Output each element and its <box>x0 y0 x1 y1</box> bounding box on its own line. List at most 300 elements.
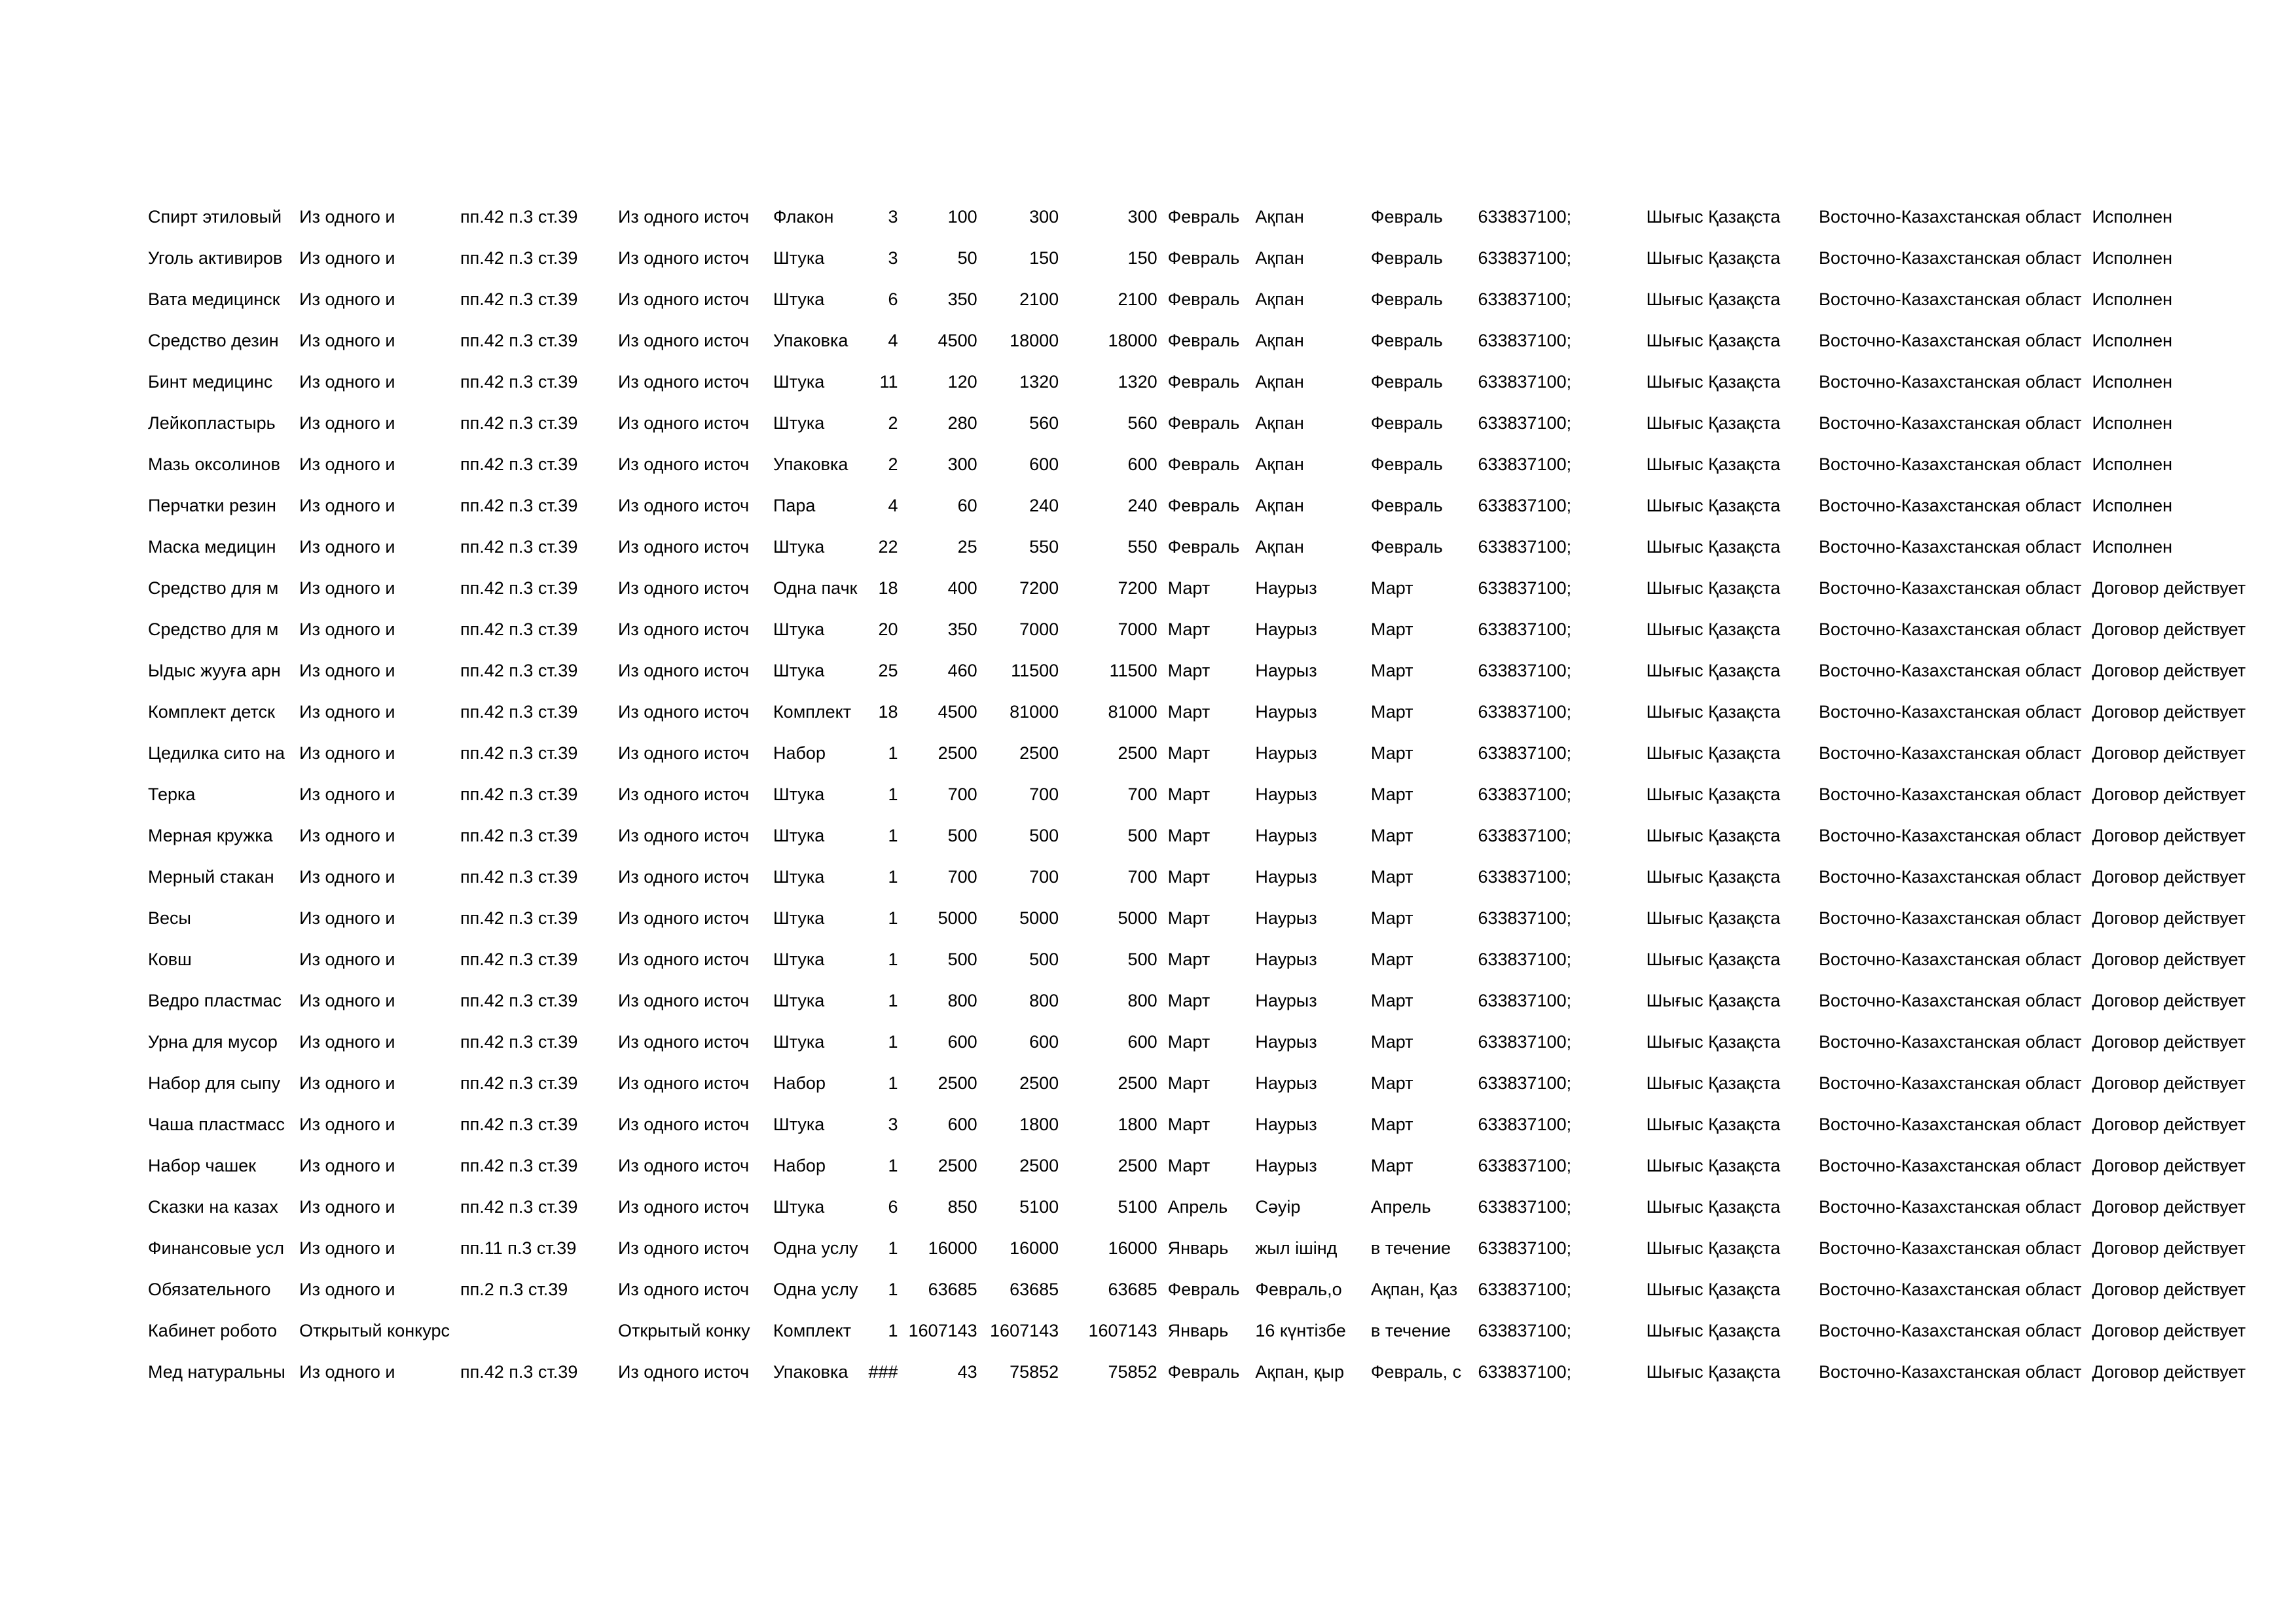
cell-method_full[interactable]: Из одного источ <box>617 207 750 227</box>
cell-unit[interactable]: Штука <box>773 950 825 969</box>
cell-semicolon[interactable] <box>1606 1145 1641 1187</box>
cell-month_ru2[interactable]: Февраль <box>1370 537 1443 557</box>
cell-unit[interactable]: Упаковка <box>773 454 848 474</box>
cell-method_full[interactable]: Из одного источ <box>617 537 750 557</box>
cell-status[interactable]: Исполнен <box>2092 207 2173 227</box>
cell-basis[interactable]: пп.42 п.3 ст.39 <box>460 207 578 227</box>
table-row[interactable] <box>143 650 2296 692</box>
cell-price[interactable]: 700 <box>947 784 977 804</box>
cell-status[interactable]: Договор действует <box>2092 950 2246 969</box>
cell-unit[interactable]: Пара <box>773 496 816 515</box>
cell-sum[interactable]: 5100 <box>1019 1197 1059 1217</box>
cell-code[interactable]: 633837100; <box>1478 1073 1572 1093</box>
cell-total[interactable]: 700 <box>1127 784 1157 804</box>
cell-name[interactable]: Кабинет робото <box>148 1321 278 1340</box>
cell-region_ru[interactable]: Восточно-Казахстанская област <box>1819 537 2082 557</box>
cell-name[interactable]: Вата медицинск <box>148 289 280 309</box>
cell-month_kk[interactable]: Ақпан <box>1255 207 1304 227</box>
cell-total[interactable]: 5000 <box>1118 908 1157 928</box>
cell-basis[interactable]: пп.42 п.3 ст.39 <box>460 496 578 515</box>
cell-status[interactable]: Договор действует <box>2092 661 2246 680</box>
cell-qty[interactable]: 1 <box>888 1280 898 1299</box>
cell-region_ru[interactable]: Восточно-Казахстанская област <box>1819 1073 2082 1093</box>
cell-semicolon[interactable] <box>1606 898 1641 939</box>
cell-method_short[interactable]: Из одного и <box>299 1362 395 1382</box>
cell-unit[interactable]: Одна пачк <box>773 578 858 598</box>
cell-method_short[interactable]: Из одного и <box>299 1238 395 1258</box>
cell-region_kk[interactable]: Шығыс Қазақста <box>1646 248 1781 268</box>
cell-total[interactable]: 2500 <box>1118 1156 1157 1175</box>
cell-semicolon[interactable] <box>1606 568 1641 609</box>
cell-basis[interactable]: пп.42 п.3 ст.39 <box>460 784 578 804</box>
cell-month_ru[interactable]: Март <box>1167 743 1211 763</box>
cell-code[interactable]: 633837100; <box>1478 1197 1572 1217</box>
cell-month_ru2[interactable]: Февраль <box>1370 454 1443 474</box>
cell-semicolon[interactable] <box>1606 1352 1641 1393</box>
cell-month_ru2[interactable]: Март <box>1370 619 1413 639</box>
cell-semicolon[interactable] <box>1606 815 1641 857</box>
table-row[interactable] <box>143 403 2296 444</box>
cell-qty[interactable]: 1 <box>888 1032 898 1052</box>
table-row[interactable] <box>143 196 2296 238</box>
cell-region_kk[interactable]: Шығыс Қазақста <box>1646 702 1781 722</box>
cell-method_full[interactable]: Из одного источ <box>617 578 750 598</box>
cell-month_ru[interactable]: Март <box>1167 908 1211 928</box>
cell-qty[interactable]: 20 <box>878 619 898 639</box>
table-row[interactable] <box>143 815 2296 857</box>
cell-month_kk[interactable]: Наурыз <box>1255 991 1317 1010</box>
cell-month_ru2[interactable]: Март <box>1370 661 1413 680</box>
table-row[interactable] <box>143 1187 2296 1228</box>
cell-method_short[interactable]: Из одного и <box>299 207 395 227</box>
cell-qty[interactable]: 6 <box>888 289 898 309</box>
cell-month_ru[interactable]: Февраль <box>1167 537 1240 557</box>
cell-basis[interactable]: пп.42 п.3 ст.39 <box>460 826 578 845</box>
cell-region_kk[interactable]: Шығыс Қазақста <box>1646 1321 1781 1340</box>
cell-method_short[interactable]: Из одного и <box>299 743 395 763</box>
cell-month_kk[interactable]: Наурыз <box>1255 1156 1317 1175</box>
cell-method_short[interactable]: Из одного и <box>299 578 395 598</box>
cell-method_full[interactable]: Из одного источ <box>617 784 750 804</box>
cell-name[interactable]: Средство дезин <box>148 331 279 350</box>
cell-method_short[interactable]: Из одного и <box>299 702 395 722</box>
cell-price[interactable]: 280 <box>947 413 977 433</box>
cell-region_kk[interactable]: Шығыс Қазақста <box>1646 661 1781 680</box>
cell-sum[interactable]: 560 <box>1029 413 1059 433</box>
cell-semicolon[interactable] <box>1606 774 1641 815</box>
cell-code[interactable]: 633837100; <box>1478 784 1572 804</box>
cell-status[interactable]: Договор действует <box>2092 826 2246 845</box>
cell-total[interactable]: 2500 <box>1118 1073 1157 1093</box>
cell-month_kk[interactable]: 16 күнтізбе <box>1255 1321 1346 1340</box>
cell-region_kk[interactable]: Шығыс Қазақста <box>1646 1362 1781 1382</box>
cell-sum[interactable]: 240 <box>1029 496 1059 515</box>
cell-month_kk[interactable]: Сәуір <box>1255 1197 1301 1217</box>
table-row[interactable] <box>143 1022 2296 1063</box>
cell-total[interactable]: 500 <box>1127 950 1157 969</box>
cell-month_ru[interactable]: Февраль <box>1167 207 1240 227</box>
cell-region_ru[interactable]: Восточно-Казахстанская област <box>1819 372 2082 392</box>
cell-price[interactable]: 120 <box>947 372 977 392</box>
cell-status[interactable]: Договор действует <box>2092 1156 2246 1175</box>
cell-month_ru2[interactable]: Февраль <box>1370 289 1443 309</box>
cell-basis[interactable]: пп.42 п.3 ст.39 <box>460 1032 578 1052</box>
cell-qty[interactable]: 1 <box>888 950 898 969</box>
cell-sum[interactable]: 500 <box>1029 826 1059 845</box>
cell-status[interactable]: Договор действует <box>2092 1321 2246 1340</box>
cell-basis[interactable]: пп.42 п.3 ст.39 <box>460 1156 578 1175</box>
cell-method_short[interactable]: Из одного и <box>299 331 395 350</box>
cell-month_ru2[interactable]: Март <box>1370 578 1413 598</box>
cell-name[interactable]: Комплект детск <box>148 702 275 722</box>
cell-month_ru[interactable]: Февраль <box>1167 496 1240 515</box>
cell-total[interactable]: 1607143 <box>1088 1321 1157 1340</box>
cell-sum[interactable]: 7000 <box>1019 619 1059 639</box>
table-row[interactable] <box>143 279 2296 320</box>
cell-month_kk[interactable]: Наурыз <box>1255 743 1317 763</box>
cell-unit[interactable]: Упаковка <box>773 331 848 350</box>
cell-month_kk[interactable]: Ақпан <box>1255 331 1304 350</box>
cell-method_short[interactable]: Из одного и <box>299 908 395 928</box>
cell-total[interactable]: 600 <box>1127 1032 1157 1052</box>
cell-unit[interactable]: Штука <box>773 867 825 887</box>
cell-name[interactable]: Лейкопластырь <box>148 413 276 433</box>
cell-method_full[interactable]: Из одного источ <box>617 1238 750 1258</box>
cell-sum[interactable]: 300 <box>1029 207 1059 227</box>
cell-month_ru[interactable]: Март <box>1167 991 1211 1010</box>
cell-month_ru[interactable]: Февраль <box>1167 1362 1240 1382</box>
cell-sum[interactable]: 16000 <box>1010 1238 1059 1258</box>
cell-qty[interactable]: 3 <box>888 248 898 268</box>
cell-month_kk[interactable]: Наурыз <box>1255 578 1317 598</box>
cell-unit[interactable]: Штука <box>773 1197 825 1217</box>
cell-region_ru[interactable]: Восточно-Казахстанская област <box>1819 248 2082 268</box>
cell-name[interactable]: Бинт медицинс <box>148 372 273 392</box>
cell-semicolon[interactable] <box>1606 279 1641 320</box>
cell-region_kk[interactable]: Шығыс Қазақста <box>1646 537 1781 557</box>
cell-name[interactable]: Ыдыс жууға арн <box>148 661 281 680</box>
cell-total[interactable]: 1320 <box>1118 372 1157 392</box>
cell-semicolon[interactable] <box>1606 526 1641 568</box>
cell-qty[interactable]: 1 <box>888 1073 898 1093</box>
cell-method_full[interactable]: Из одного источ <box>617 1032 750 1052</box>
cell-region_kk[interactable]: Шығыс Қазақста <box>1646 867 1781 887</box>
cell-region_ru[interactable]: Восточно-Казахстанская област <box>1819 743 2082 763</box>
cell-method_short[interactable]: Из одного и <box>299 372 395 392</box>
cell-region_ru[interactable]: Восточно-Казахстанская област <box>1819 1362 2082 1382</box>
cell-qty[interactable]: 2 <box>888 413 898 433</box>
cell-name[interactable]: Мазь оксолинов <box>148 454 280 474</box>
table-row[interactable] <box>143 692 2296 733</box>
cell-unit[interactable]: Набор <box>773 1073 826 1093</box>
cell-unit[interactable]: Флакон <box>773 207 834 227</box>
cell-sum[interactable]: 81000 <box>1010 702 1059 722</box>
cell-total[interactable]: 2500 <box>1118 743 1157 763</box>
cell-method_short[interactable]: Из одного и <box>299 1032 395 1052</box>
cell-method_short[interactable]: Из одного и <box>299 1115 395 1134</box>
cell-total[interactable]: 5100 <box>1118 1197 1157 1217</box>
cell-unit[interactable]: Штука <box>773 826 825 845</box>
cell-total[interactable]: 550 <box>1127 537 1157 557</box>
cell-qty[interactable]: 1 <box>888 1321 898 1340</box>
cell-price[interactable]: 2500 <box>938 743 977 763</box>
table-row[interactable] <box>143 609 2296 650</box>
cell-method_full[interactable]: Из одного источ <box>617 1156 750 1175</box>
cell-region_ru[interactable]: Восточно-Казахстанская област <box>1819 496 2082 515</box>
cell-month_ru2[interactable]: Март <box>1370 1032 1413 1052</box>
cell-status[interactable]: Договор действует <box>2092 1280 2246 1299</box>
cell-price[interactable]: 25 <box>957 537 977 557</box>
cell-status[interactable]: Договор действует <box>2092 702 2246 722</box>
cell-code[interactable]: 633837100; <box>1478 743 1572 763</box>
table-row[interactable] <box>143 1228 2296 1269</box>
cell-qty[interactable]: 1 <box>888 867 898 887</box>
cell-month_ru2[interactable]: Февраль <box>1370 372 1443 392</box>
cell-month_ru2[interactable]: Февраль <box>1370 207 1443 227</box>
cell-status[interactable]: Договор действует <box>2092 578 2246 598</box>
cell-total[interactable]: 18000 <box>1108 331 1157 350</box>
cell-month_kk[interactable]: Февраль,о <box>1255 1280 1342 1299</box>
cell-code[interactable]: 633837100; <box>1478 950 1572 969</box>
cell-sum[interactable]: 1607143 <box>990 1321 1059 1340</box>
table-row[interactable] <box>143 1269 2296 1310</box>
cell-method_full[interactable]: Из одного источ <box>617 1115 750 1134</box>
cell-semicolon[interactable] <box>1606 320 1641 361</box>
cell-method_short[interactable]: Из одного и <box>299 867 395 887</box>
cell-method_full[interactable]: Из одного источ <box>617 661 750 680</box>
cell-qty[interactable]: 4 <box>888 496 898 515</box>
cell-month_ru2[interactable]: Март <box>1370 784 1413 804</box>
cell-region_kk[interactable]: Шығыс Қазақста <box>1646 784 1781 804</box>
cell-unit[interactable]: Штука <box>773 372 825 392</box>
cell-code[interactable]: 633837100; <box>1478 496 1572 515</box>
cell-basis[interactable]: пп.42 п.3 ст.39 <box>460 1197 578 1217</box>
cell-month_ru[interactable]: Март <box>1167 619 1211 639</box>
cell-total[interactable]: 7200 <box>1118 578 1157 598</box>
cell-total[interactable]: 600 <box>1127 454 1157 474</box>
cell-month_kk[interactable]: Наурыз <box>1255 1073 1317 1093</box>
cell-month_ru[interactable]: Февраль <box>1167 331 1240 350</box>
cell-name[interactable]: Чаша пластмасс <box>148 1115 285 1134</box>
cell-month_ru2[interactable]: Март <box>1370 908 1413 928</box>
cell-price[interactable]: 43 <box>957 1362 977 1382</box>
cell-method_full[interactable]: Из одного источ <box>617 1197 750 1217</box>
cell-price[interactable]: 4500 <box>938 702 977 722</box>
cell-region_kk[interactable]: Шығыс Қазақста <box>1646 289 1781 309</box>
cell-qty[interactable]: 1 <box>888 1156 898 1175</box>
table-row[interactable] <box>143 361 2296 403</box>
cell-code[interactable]: 633837100; <box>1478 1115 1572 1134</box>
cell-basis[interactable]: пп.42 п.3 ст.39 <box>460 743 578 763</box>
cell-unit[interactable]: Штука <box>773 784 825 804</box>
cell-region_ru[interactable]: Восточно-Казахстанская област <box>1819 289 2082 309</box>
cell-month_ru[interactable]: Февраль <box>1167 454 1240 474</box>
cell-unit[interactable]: Набор <box>773 743 826 763</box>
cell-basis[interactable]: пп.42 п.3 ст.39 <box>460 1362 578 1382</box>
table-row[interactable] <box>143 238 2296 279</box>
cell-name[interactable]: Ведро пластмас <box>148 991 282 1010</box>
cell-qty[interactable]: 18 <box>878 578 898 598</box>
cell-semicolon[interactable] <box>1606 733 1641 774</box>
cell-name[interactable]: Финансовые усл <box>148 1238 284 1258</box>
cell-unit[interactable]: Штука <box>773 248 825 268</box>
cell-name[interactable]: Сказки на казах <box>148 1197 278 1217</box>
cell-code[interactable]: 633837100; <box>1478 248 1572 268</box>
cell-name[interactable]: Набор для сыпу <box>148 1073 281 1093</box>
cell-total[interactable]: 2100 <box>1118 289 1157 309</box>
cell-code[interactable]: 633837100; <box>1478 702 1572 722</box>
cell-code[interactable]: 633837100; <box>1478 207 1572 227</box>
cell-total[interactable]: 75852 <box>1108 1362 1157 1382</box>
table-row[interactable] <box>143 980 2296 1022</box>
cell-price[interactable]: 2500 <box>938 1073 977 1093</box>
cell-qty[interactable]: 1 <box>888 743 898 763</box>
cell-status[interactable]: Договор действует <box>2092 1115 2246 1134</box>
cell-region_ru[interactable]: Восточно-Казахстанская област <box>1819 331 2082 350</box>
cell-method_full[interactable]: Из одного источ <box>617 1362 750 1382</box>
cell-qty[interactable]: 4 <box>888 331 898 350</box>
cell-method_short[interactable]: Из одного и <box>299 991 395 1010</box>
cell-basis[interactable] <box>455 1310 613 1352</box>
cell-sum[interactable]: 1800 <box>1019 1115 1059 1134</box>
cell-method_short[interactable]: Из одного и <box>299 950 395 969</box>
cell-region_ru[interactable]: Восточно-Казахстанская област <box>1819 1238 2082 1258</box>
cell-status[interactable]: Исполнен <box>2092 331 2173 350</box>
cell-code[interactable]: 633837100; <box>1478 537 1572 557</box>
cell-region_kk[interactable]: Шығыс Қазақста <box>1646 1156 1781 1175</box>
cell-total[interactable]: 63685 <box>1108 1280 1157 1299</box>
cell-region_ru[interactable]: Восточно-Казахстанская област <box>1819 1115 2082 1134</box>
cell-month_ru2[interactable]: Апрель <box>1370 1197 1431 1217</box>
cell-month_ru[interactable]: Март <box>1167 1073 1211 1093</box>
cell-method_full[interactable]: Из одного источ <box>617 454 750 474</box>
cell-basis[interactable]: пп.11 п.3 ст.39 <box>460 1238 577 1258</box>
cell-method_short[interactable]: Из одного и <box>299 1280 395 1299</box>
cell-name[interactable]: Мерная кружка <box>148 826 273 845</box>
cell-method_short[interactable]: Из одного и <box>299 289 395 309</box>
cell-method_full[interactable]: Из одного источ <box>617 867 750 887</box>
table-row[interactable] <box>143 733 2296 774</box>
cell-unit[interactable]: Одна услу <box>773 1280 858 1299</box>
cell-method_full[interactable]: Из одного источ <box>617 619 750 639</box>
cell-name[interactable]: Обязательного <box>148 1280 271 1299</box>
cell-unit[interactable]: Комплект <box>773 1321 852 1340</box>
cell-region_ru[interactable]: Восточно-Казахстанская област <box>1819 950 2082 969</box>
cell-basis[interactable]: пп.42 п.3 ст.39 <box>460 537 578 557</box>
cell-total[interactable]: 300 <box>1127 207 1157 227</box>
cell-method_short[interactable]: Из одного и <box>299 826 395 845</box>
cell-status[interactable]: Договор действует <box>2092 867 2246 887</box>
cell-qty[interactable]: 11 <box>879 372 898 392</box>
cell-code[interactable]: 633837100; <box>1478 1280 1572 1299</box>
table-row[interactable] <box>143 444 2296 485</box>
table-row[interactable] <box>143 320 2296 361</box>
cell-basis[interactable]: пп.42 п.3 ст.39 <box>460 1073 578 1093</box>
cell-method_short[interactable]: Из одного и <box>299 661 395 680</box>
table-row[interactable] <box>143 898 2296 939</box>
cell-total[interactable]: 16000 <box>1108 1238 1157 1258</box>
cell-region_ru[interactable]: Восточно-Казахстанская област <box>1819 661 2082 680</box>
cell-region_kk[interactable]: Шығыс Қазақста <box>1646 1115 1781 1134</box>
cell-price[interactable]: 600 <box>947 1115 977 1134</box>
cell-region_kk[interactable]: Шығыс Қазақста <box>1646 372 1781 392</box>
cell-unit[interactable]: Штука <box>773 537 825 557</box>
cell-method_short[interactable]: Из одного и <box>299 784 395 804</box>
cell-total[interactable]: 7000 <box>1118 619 1157 639</box>
cell-status[interactable]: Исполнен <box>2092 413 2173 433</box>
cell-month_ru[interactable]: Апрель <box>1167 1197 1228 1217</box>
cell-method_full[interactable]: Из одного источ <box>617 496 750 515</box>
cell-qty[interactable]: 18 <box>878 702 898 722</box>
cell-semicolon[interactable] <box>1606 238 1641 279</box>
cell-basis[interactable]: пп.42 п.3 ст.39 <box>460 331 578 350</box>
cell-price[interactable]: 350 <box>947 619 977 639</box>
cell-semicolon[interactable] <box>1606 444 1641 485</box>
table-row[interactable] <box>143 939 2296 980</box>
cell-unit[interactable]: Штука <box>773 661 825 680</box>
cell-month_ru2[interactable]: в течение <box>1370 1321 1451 1340</box>
cell-basis[interactable]: пп.42 п.3 ст.39 <box>460 702 578 722</box>
cell-total[interactable]: 700 <box>1127 867 1157 887</box>
cell-method_full[interactable]: Из одного источ <box>617 743 750 763</box>
cell-month_ru[interactable]: Март <box>1167 867 1211 887</box>
cell-method_short[interactable]: Из одного и <box>299 454 395 474</box>
cell-method_full[interactable]: Из одного источ <box>617 908 750 928</box>
cell-month_ru[interactable]: Февраль <box>1167 372 1240 392</box>
cell-month_ru[interactable]: Март <box>1167 578 1211 598</box>
table-row[interactable] <box>143 568 2296 609</box>
cell-month_ru2[interactable]: Март <box>1370 991 1413 1010</box>
cell-month_kk[interactable]: Ақпан <box>1255 248 1304 268</box>
table-row[interactable] <box>143 774 2296 815</box>
cell-sum[interactable]: 600 <box>1029 454 1059 474</box>
cell-region_kk[interactable]: Шығыс Қазақста <box>1646 454 1781 474</box>
cell-name[interactable]: Маска медицин <box>148 537 276 557</box>
cell-qty[interactable]: 3 <box>888 1115 898 1134</box>
cell-month_kk[interactable]: Наурыз <box>1255 826 1317 845</box>
cell-sum[interactable]: 2500 <box>1019 1073 1059 1093</box>
cell-status[interactable]: Договор действует <box>2092 743 2246 763</box>
cell-method_full[interactable]: Из одного источ <box>617 1073 750 1093</box>
cell-region_kk[interactable]: Шығыс Қазақста <box>1646 578 1781 598</box>
cell-month_ru[interactable]: Февраль <box>1167 413 1240 433</box>
cell-total[interactable]: 81000 <box>1108 702 1157 722</box>
cell-sum[interactable]: 700 <box>1029 867 1059 887</box>
cell-price[interactable]: 500 <box>947 950 977 969</box>
cell-code[interactable]: 633837100; <box>1478 454 1572 474</box>
cell-month_kk[interactable]: Наурыз <box>1255 619 1317 639</box>
cell-name[interactable]: Весы <box>148 908 191 928</box>
cell-sum[interactable]: 700 <box>1029 784 1059 804</box>
cell-semicolon[interactable] <box>1606 1269 1641 1310</box>
cell-unit[interactable]: Штука <box>773 991 825 1010</box>
cell-sum[interactable]: 7200 <box>1019 578 1059 598</box>
cell-qty[interactable]: 6 <box>888 1197 898 1217</box>
cell-month_ru2[interactable]: Март <box>1370 1156 1413 1175</box>
table-row[interactable] <box>143 1310 2296 1352</box>
cell-price[interactable]: 5000 <box>938 908 977 928</box>
cell-region_kk[interactable]: Шығыс Қазақста <box>1646 991 1781 1010</box>
cell-month_ru[interactable]: Февраль <box>1167 289 1240 309</box>
cell-sum[interactable]: 500 <box>1029 950 1059 969</box>
cell-price[interactable]: 1607143 <box>908 1321 977 1340</box>
cell-status[interactable]: Договор действует <box>2092 991 2246 1010</box>
cell-sum[interactable]: 63685 <box>1010 1280 1059 1299</box>
cell-region_ru[interactable]: Восточно-Казахстанская област <box>1819 908 2082 928</box>
cell-method_full[interactable]: Из одного источ <box>617 372 750 392</box>
cell-region_kk[interactable]: Шығыс Қазақста <box>1646 950 1781 969</box>
cell-month_kk[interactable]: Наурыз <box>1255 661 1317 680</box>
